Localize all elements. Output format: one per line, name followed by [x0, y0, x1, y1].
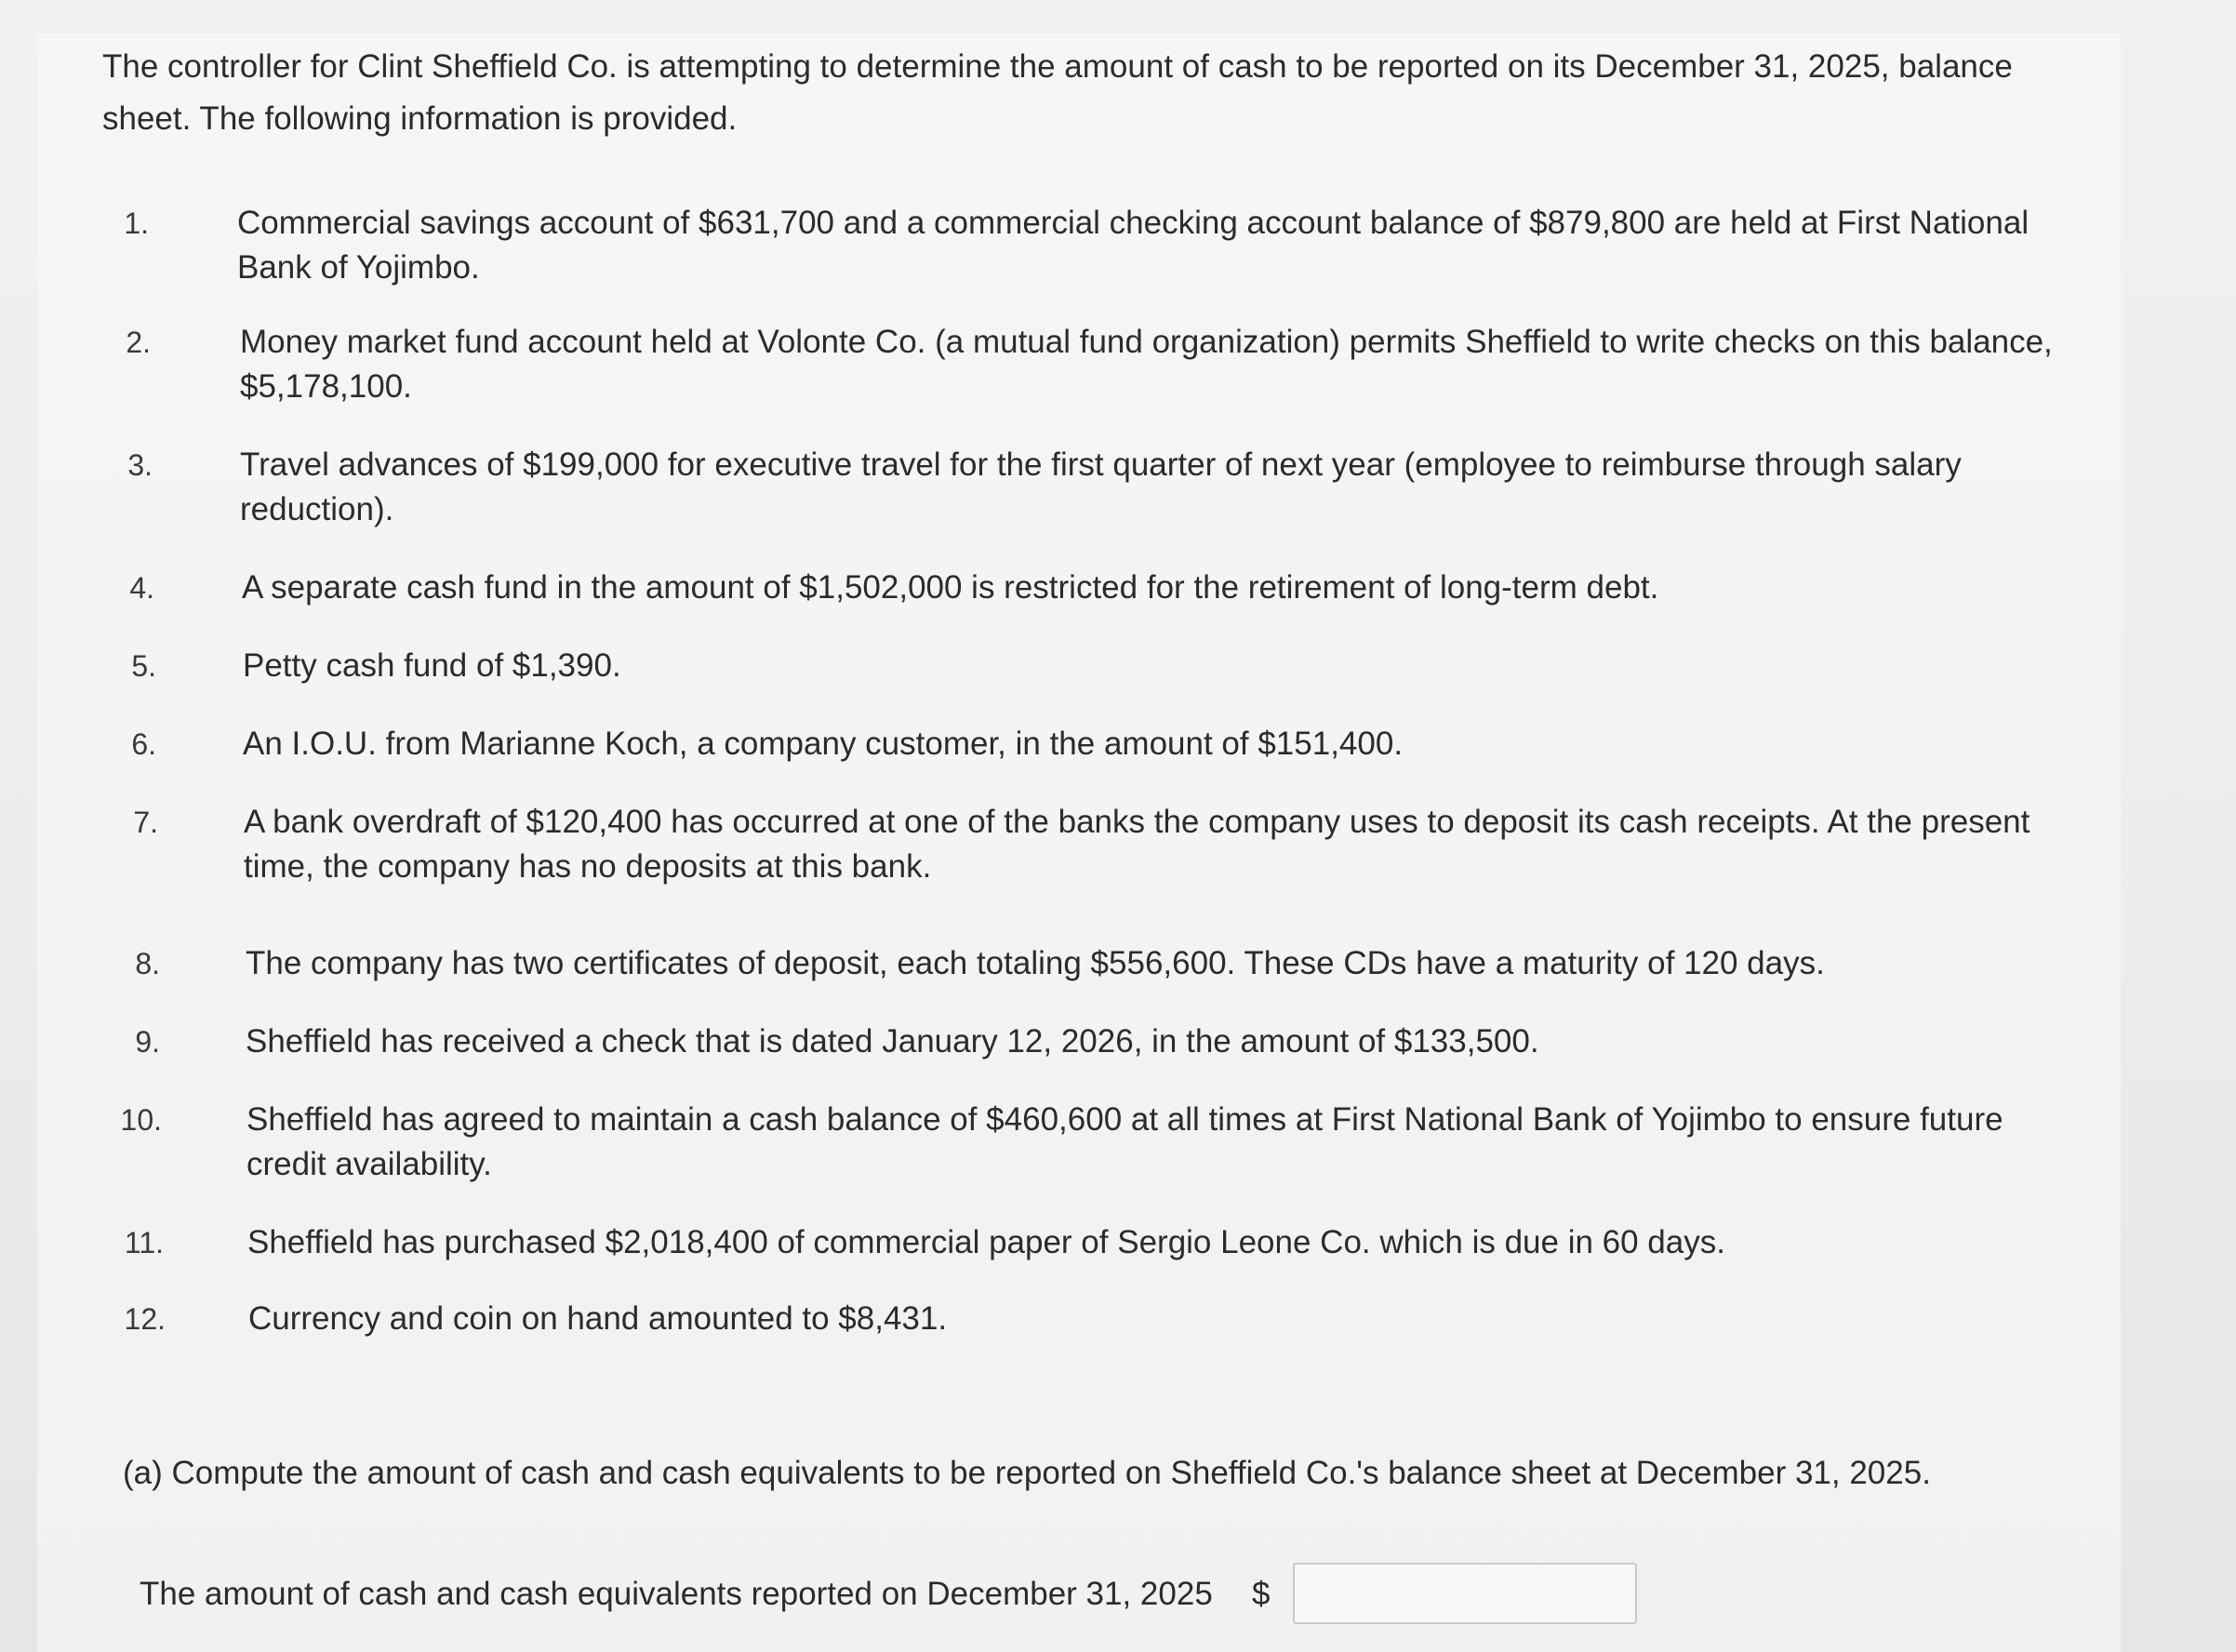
item-number: 10. [120, 1103, 162, 1137]
part-a-question: (a) Compute the amount of cash and cash equivalents to be reported on Sheffield Co.'s balance sheet at December 31, 2025. [123, 1455, 1931, 1491]
item-number: 3. [127, 448, 153, 482]
item-text: Sheffield has purchased $2,018,400 of commercial paper of Sergio Leone Co. which is due in 60 days. [247, 1224, 1725, 1260]
item-text: Petty cash fund of $1,390. [243, 647, 621, 684]
item-number: 9. [135, 1025, 160, 1059]
item-text: Commercial savings account of $631,700 and a commercial checking account balance of $879,800 are held at First National Bank of Yojimbo. [237, 205, 2030, 286]
item-text: A bank overdraft of $120,400 has occurred at one of the banks the company uses to deposit its cash receipts. At the present time, the company has no deposits at this bank. [244, 804, 2030, 885]
item-text: Travel advances of $199,000 for executive travel for the first quarter of next year (employee to reimburse through salary reduction). [240, 446, 1962, 527]
item-number: 2. [126, 326, 151, 359]
answer-row [140, 1563, 1665, 1628]
problem-intro: The controller for Clint Sheffield Co. is attempting to determine the amount of cash to be reported on its December 31, 2025, balance sheet. The following information is provided. [102, 48, 2013, 137]
item-text: An I.O.U. from Marianne Koch, a company customer, in the amount of $151,400. [243, 726, 1404, 762]
currency-symbol: $ [1252, 1576, 1271, 1612]
item-text: The company has two certificates of deposit, each totaling $556,600. These CDs have a maturity of 120 days. [246, 945, 1825, 981]
item-number: 6. [131, 727, 156, 761]
item-number: 7. [133, 806, 158, 839]
item-number: 5. [131, 649, 156, 683]
answer-label: The amount of cash and cash equivalents reported on December 31, 2025 [140, 1576, 1213, 1612]
item-text: Money market fund account held at Volonte Co. (a mutual fund organization) permits Sheffield to write checks on this balance, $5,178,100. [240, 324, 2053, 405]
cash-amount-input[interactable] [1293, 1563, 1637, 1624]
item-text: Sheffield has received a check that is dated January 12, 2026, in the amount of $133,500. [246, 1023, 1539, 1059]
item-number: 11. [124, 1226, 164, 1259]
item-number: 8. [135, 947, 160, 980]
item-number: 12. [124, 1302, 166, 1336]
item-number: 1. [124, 206, 149, 240]
item-text: Currency and coin on hand amounted to $8,431. [248, 1300, 948, 1337]
item-text: A separate cash fund in the amount of $1,502,000 is restricted for the retirement of long-term debt. [242, 569, 1659, 606]
item-number: 4. [129, 571, 154, 605]
item-text: Sheffield has agreed to maintain a cash balance of $460,600 at all times at First National Bank of Yojimbo to ensure future credit availability. [246, 1101, 2003, 1182]
